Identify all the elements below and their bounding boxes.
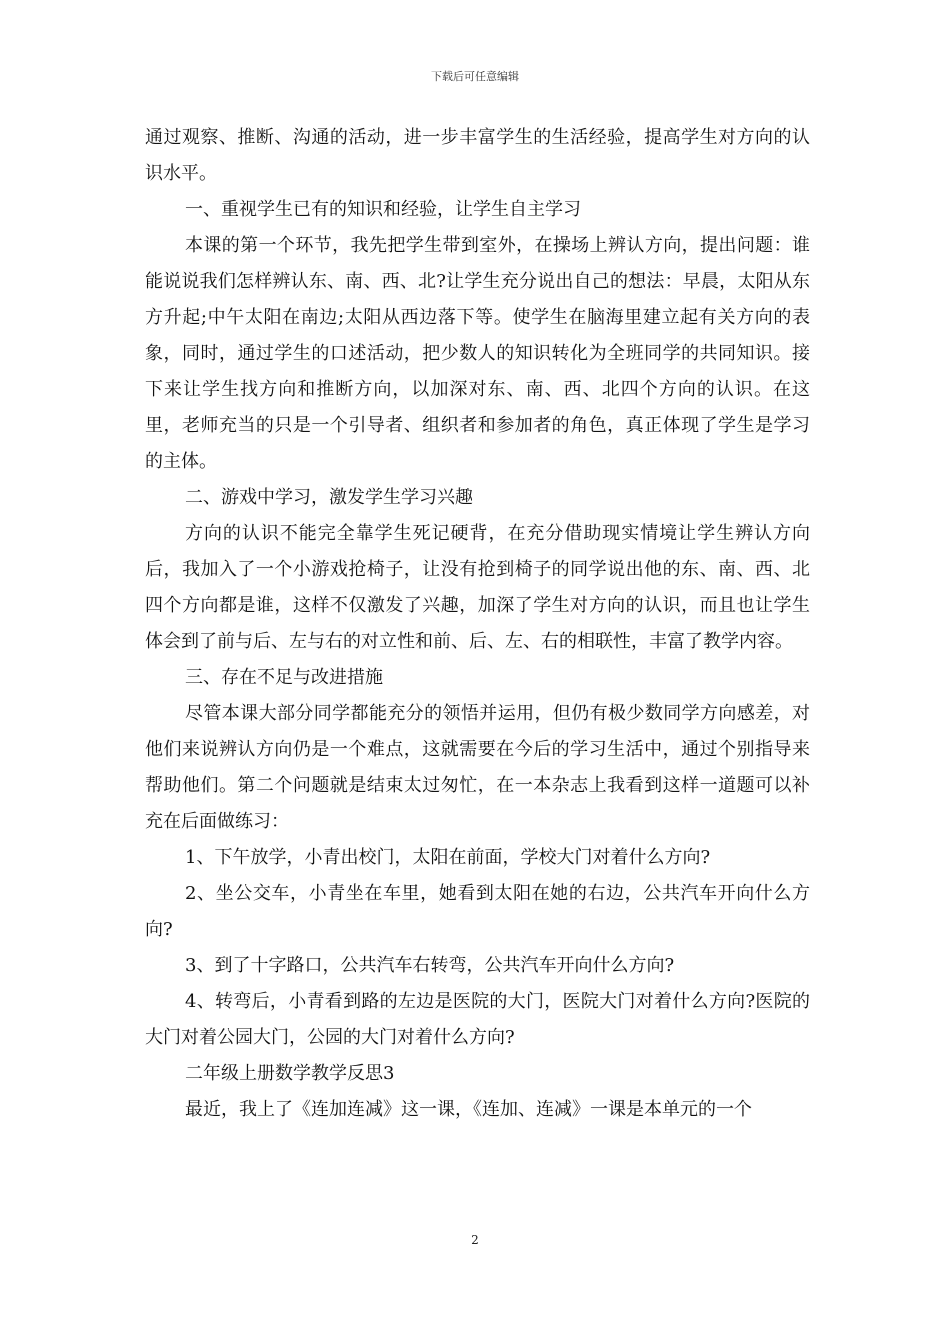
paragraph: 尽管本课大部分同学都能充分的领悟并运用，但仍有极少数同学方向感差，对他们来说辨认方向仍是一个难点，这就需要在今后的学习生活中，通过个别指导来帮助他们。第二个问题就是结束太过匆忙，在一本杂志上我看到这样一道题可以补充在后面做练习：: [145, 703, 810, 832]
section-heading: 三、存在不足与改进措施: [185, 667, 383, 688]
page-number: 2: [471, 1233, 479, 1247]
paragraph: 本课的第一个环节，我先把学生带到室外，在操场上辨认方向，提出问题：谁能说说我们怎样辨认东、南、西、北?让学生充分说出自己的想法：早晨，太阳从东方升起;中午太阳在南边;太阳从西边落下等。使学生在脑海里建立起有关方向的表象，同时，通过学生的口述活动，把少数人的知识转化为全班同学的共同知识。接下来让学生找方向和推断方向，以加深对东、南、西、北四个方向的认识。在这里，老师充当的只是一个引导者、组织者和参加者的角色，真正体现了学生是学习的主体。: [145, 235, 810, 472]
paragraph: 通过观察、推断、沟通的活动，进一步丰富学生的生活经验，提高学生对方向的认识水平。: [145, 127, 810, 184]
exercise-item: 4、转弯后，小青看到路的左边是医院的大门，医院大门对着什么方向?医院的大门对着公园大门，公园的大门对着什么方向?: [145, 991, 810, 1048]
exercise-item: 3、到了十字路口，公共汽车右转弯，公共汽车开向什么方向?: [185, 955, 675, 976]
document-body: [145, 120, 810, 1128]
paragraph: 方向的认识不能完全靠学生死记硬背，在充分借助现实情境让学生辨认方向后，我加入了一个小游戏抢椅子，让没有抢到椅子的同学说出他的东、南、西、北四个方向都是谁，这样不仅激发了兴趣，加深了学生对方向的认识，而且也让学生体会到了前与后、左与右的对立性和前、后、左、右的相联性，丰富了教学内容。: [145, 523, 810, 652]
section-heading: 一、重视学生已有的知识和经验，让学生自主学习: [185, 199, 581, 220]
page-header: 下载后可任意编辑: [431, 70, 519, 83]
exercise-item: 1、下午放学，小青出校门，太阳在前面，学校大门对着什么方向?: [185, 847, 711, 868]
section-title: 二年级上册数学教学反思3: [185, 1063, 395, 1084]
section-heading: 二、游戏中学习，激发学生学习兴趣: [185, 487, 473, 508]
paragraph: 最近，我上了《连加连减》这一课，《连加、连减》一课是本单元的一个: [185, 1099, 752, 1120]
exercise-item: 2、坐公交车，小青坐在车里，她看到太阳在她的右边，公共汽车开向什么方向?: [145, 883, 810, 940]
